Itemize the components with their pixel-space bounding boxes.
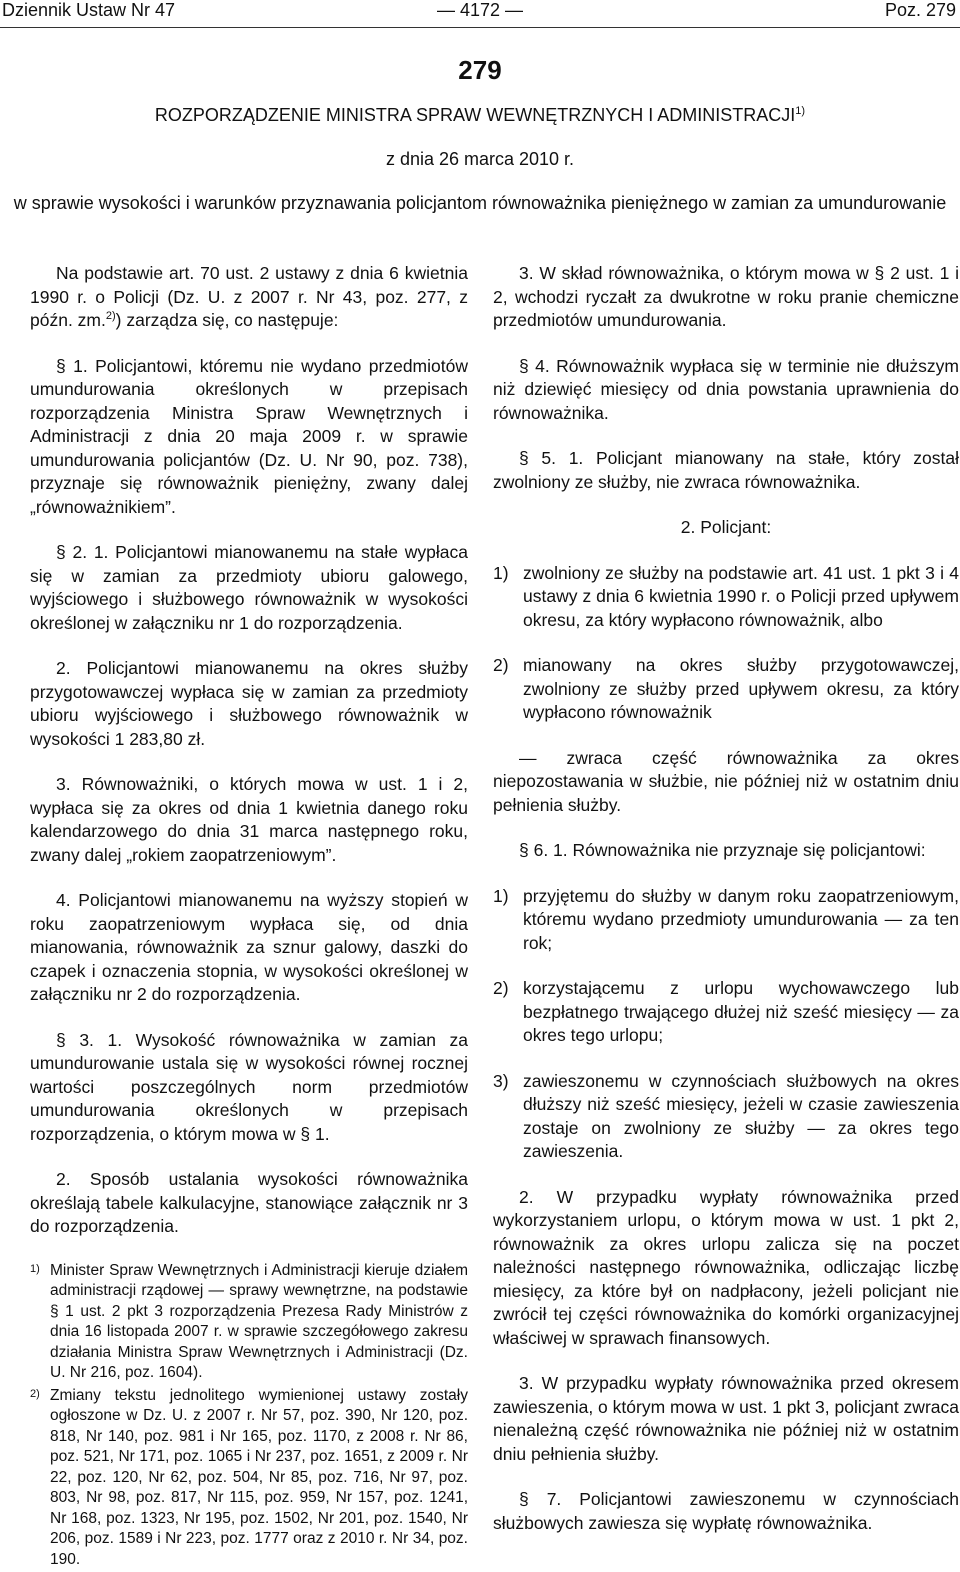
list-item <box>493 885 959 956</box>
section-3-ust-2: 2. Sposób ustalania wysokości równoważnika określają tabele kalkulacyjne, stanowiące załącznik nr 3 do rozporządzenia. <box>30 1169 468 1236</box>
section-3-ust-1: § 3. 1. Wysokość równoważnika w zamian za umundurowanie ustala się w wysokości równej rocznej wartości poszczególnych norm przedmiotów umundurowania określonych w przepisach rozporządzenia, o którym mowa w § 1. <box>30 1029 468 1144</box>
preamble-text-b: ) zarządza się, co następuje: <box>115 310 339 330</box>
footnote-ref-2: 2) <box>105 310 116 323</box>
section-6-ust-3: 3. W przypadku wypłaty równoważnika przed okresem zawieszenia, o którym mowa w ust. 1 pkt 3, policjant zwraca nienależną część równoważnika nie później niż w ostatnim dniu pełnienia służby. <box>493 1373 959 1464</box>
list-item-text: zwolniony ze służby na podstawie art. 41 ust. 1 pkt 3 i 4 ustawy z dnia 6 kwietnia 1990 r. o Policji przed upływem okresu, za który wypłacono równoważnik, albo <box>523 562 959 630</box>
list-item <box>493 654 959 725</box>
list-item-text: mianowany na okres służby przygotowawczej, zwolniony ze służby przed upływem okresu, za który wypłacono równoważnik <box>523 655 959 722</box>
section-5-ust-2: 2. Policjant: <box>680 517 772 537</box>
list-item-number: 3) <box>493 1070 509 1091</box>
list-item <box>493 977 959 1048</box>
journal-title: Dziennik Ustaw Nr 47 <box>2 0 176 20</box>
act-date: z dnia 26 marca 2010 r. <box>385 149 575 169</box>
list-item <box>493 562 959 633</box>
section-2-ust-4: 4. Policjantowi mianowanemu na wyższy stopień w roku zaopatrzeniowym wypłaca się, od dnia mianowania, równoważnik za sznur galowy, daszki do czapek i oznaczenia stopnia, w wysokości określonej w załączniku nr 2 do rozporządzenia. <box>30 890 468 1004</box>
preamble-text-a: Na podstawie art. 70 ust. 2 ustawy z dnia 6 kwietnia 1990 r. o Policji (Dz. U. z 2007 r. Nr 43, poz. 277, z późn. zm. <box>30 263 468 330</box>
section-4: § 4. Równoważnik wypłaca się w terminie nie dłuższym niż dziewięć miesięcy od dnia powstania uprawnienia do równoważnika. <box>493 355 959 423</box>
section-2-ust-1: § 2. 1. Policjantowi mianowanemu na stałe wypłaca się w zamian za przedmioty ubioru galowego, wyjściowego i służbowego równoważnik w wysokości określonej w załączniku nr 1 do rozporządzenia. <box>30 542 468 633</box>
act-subject: w sprawie wysokości i warunków przyznawania policjantom równoważnika pieniężnego w zamian za umundurowanie <box>13 193 947 213</box>
footnote-text: Minister Spraw Wewnętrznych i Administracji kieruje działem administracji rządowej — sprawy wewnętrzne, na podstawie § 1 ust. 2 pkt 3 rozporządzenia Prezesa Rady Ministrów z dnia 16 listopada 2007 r. w sprawie szczegółowego zakresu działania Ministra Spraw Wewnętrznych i Administracji (Dz. U. Nr 216, poz. 1604). <box>50 1261 468 1381</box>
section-2-ust-3: 3. Równoważniki, o których mowa w ust. 1 i 2, wypłaca się za okres od dnia 1 kwietnia danego roku kalendarzowego do dnia 31 marca następnego roku, zwany dalej „rokiem zaopatrzeniowym”. <box>30 774 468 865</box>
section-5-closing: — zwraca część równoważnika za okres niepozostawania w służbie, nie później niż w ostatnim dniu pełnienia służby. <box>493 747 959 815</box>
act-number: 279 <box>458 55 502 85</box>
footnote-ref-1: 1) <box>795 105 806 117</box>
footnote-mark: 2) <box>30 1387 40 1400</box>
list-item-number: 2) <box>493 978 509 998</box>
footnote <box>30 1261 468 1384</box>
page-header <box>0 0 960 26</box>
footnote-mark: 1) <box>30 1262 40 1275</box>
position-number: Poz. 279 <box>884 0 956 20</box>
section-6-ust-1: § 6. 1. Równoważnika nie przyznaje się policjantowi: <box>519 840 926 860</box>
header-rule <box>0 27 960 28</box>
left-column <box>30 262 468 1572</box>
section-2-ust-2: 2. Policjantowi mianowanemu na okres służby przygotowawczej wypłaca się w zamian za przedmioty ubioru wyjściowego i służbowego równoważnik w wysokości 1 283,80 zł. <box>30 658 468 749</box>
list-item-number: 1) <box>493 562 509 583</box>
list-item-text: przyjętemu do służby w danym roku zaopatrzeniowym, któremu wydano przedmioty umundurowania — za ten rok; <box>523 885 959 953</box>
act-type <box>0 102 960 128</box>
list-item-text: zawieszonemu w czynnościach służbowych na okres dłuższy niż sześć miesięcy, jeżeli w czasie zawieszenia zostaje on zwolniony ze służby — za okres tego zawieszenia. <box>523 1070 959 1161</box>
section-7: § 7. Policjantowi zawieszonemu w czynnościach służbowych zawiesza się wypłatę równoważnika. <box>493 1489 959 1533</box>
list-item-number: 2) <box>493 655 509 675</box>
list-item <box>493 1070 959 1164</box>
list-item-number: 1) <box>493 885 509 906</box>
footnote-text: Zmiany tekstu jednolitego wymienionej ustawy zostały ogłoszone w Dz. U. z 2007 r. Nr 57, poz. 390, Nr 120, poz. 818, Nr 140, poz. 981 i Nr 165, poz. 1170, z 2008 r. Nr 86, poz. 521, Nr 171, poz. 1065 i Nr 237, poz. 1651, z 2009 r. Nr 22, poz. 120, Nr 62, poz. 504, Nr 85, poz. 716, Nr 97, poz. 803, Nr 98, poz. 817, Nr 115, poz. 959, Nr 157, poz. 1241, Nr 168, poz. 1323, Nr 195, poz. 1502, Nr 201, poz. 1540, Nr 206, poz. 1589 i Nr 223, poz. 1777 oraz z 2010 r. Nr 34, poz. 190. <box>50 1386 468 1568</box>
section-2-ust-3b: 3. W skład równoważnika, o którym mowa w § 2 ust. 1 i 2, wchodzi ryczałt za dwukrotne w roku pranie chemiczne przedmiotów umundurowania. <box>493 263 959 330</box>
footnote <box>30 1386 468 1571</box>
act-title-block <box>0 52 960 216</box>
preamble <box>30 262 468 333</box>
section-1: § 1. Policjantowi, któremu nie wydano przedmiotów umundurowania określonych w przepisach rozporządzenia Ministra Spraw Wewnętrznych i Administracji z dnia 20 maja 2009 r. w sprawie umundurowania policjantów (Dz. U. Nr 90, poz. 738), przyznaje się równoważnik pieniężny, zwany dalej „równoważnikiem”. <box>30 355 468 517</box>
page-number: — 4172 — <box>436 0 524 20</box>
right-column <box>493 262 959 1557</box>
list-item-text: korzystającemu z urlopu wychowawczego lub bezpłatnego trwającego dłużej niż sześć miesięcy — za okres tego urlopu; <box>523 978 959 1045</box>
footnotes <box>30 1261 468 1571</box>
section-6-ust-2: 2. W przypadku wypłaty równoważnika przed wykorzystaniem urlopu, o którym mowa w ust. 1 pkt 2, równoważnik za okres urlopu zalicza się na poczet należności następnego równoważnika, odliczając liczbę miesięcy, za które był on nadpłacony, jeżeli policjant nie zwrócił tej części równoważnika do komórki organizacyjnej właściwej w sprawach finansowych. <box>493 1186 959 1348</box>
section-5-ust-1: § 5. 1. Policjant mianowany na stałe, który został zwolniony ze służby, nie zwraca równoważnika. <box>493 448 959 492</box>
act-type-text: ROZPORZĄDZENIE MINISTRA SPRAW WEWNĘTRZNYCH I ADMINISTRACJI <box>154 105 796 125</box>
